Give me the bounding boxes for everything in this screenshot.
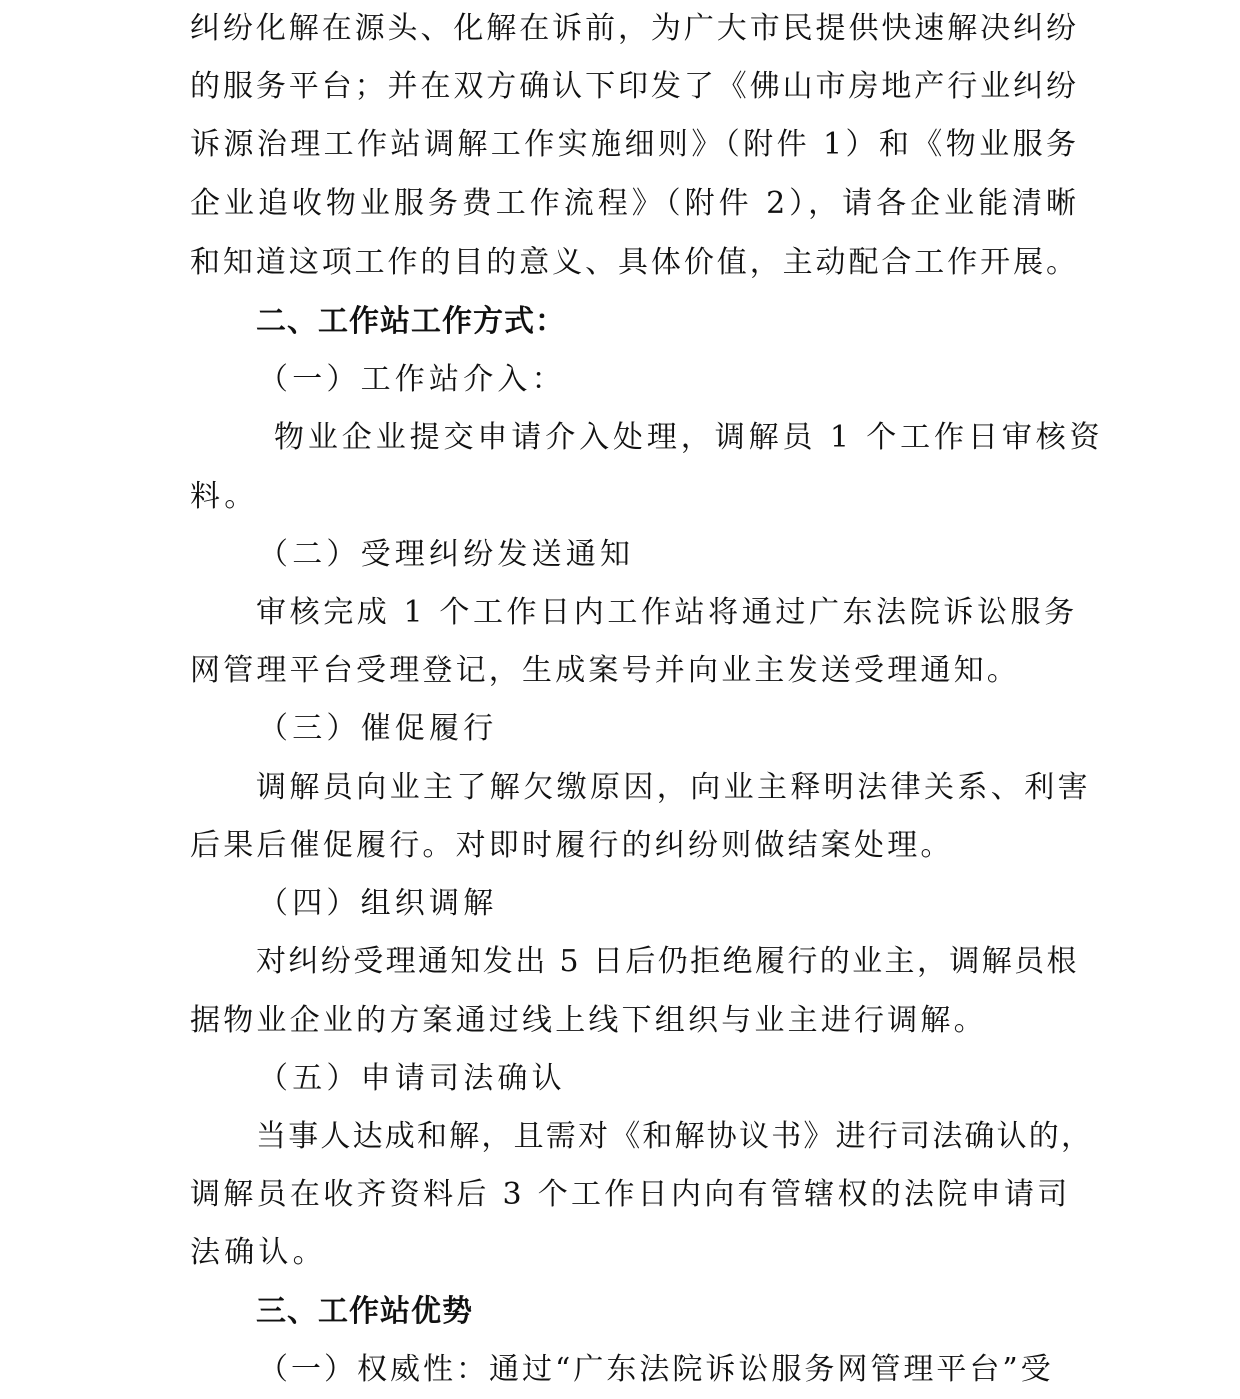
subsection-title-accept-notify: （二）受理纠纷发送通知 — [258, 537, 635, 572]
paragraph-line: 调解员向业主了解欠缴原因，向业主释明法律关系、利害 — [256, 770, 1091, 805]
paragraph-line: 后果后催促履行。对即时履行的纠纷则做结案处理。 — [190, 828, 954, 863]
subsection-title-authority: （一）权威性：通过“广东法院诉讼服务网管理平台”受 — [258, 1352, 1054, 1387]
subsection-title-intervention: （一）工作站介入： — [258, 362, 566, 397]
paragraph-line: 当事人达成和解，且需对《和解协议书》进行司法确认的， — [256, 1119, 1094, 1154]
paragraph-line: 法确认。 — [190, 1235, 327, 1270]
paragraph-line: 纠纷化解在源头、化解在诉前，为广大市民提供快速解决纠纷 — [190, 11, 1076, 46]
paragraph-line: 和知道这项工作的目的意义、具体价值，主动配合工作开展。 — [190, 245, 1076, 280]
paragraph-line: 网管理平台受理登记，生成案号并向业主发送受理通知。 — [190, 653, 1020, 688]
paragraph-line: 对纠纷受理通知发出 5 日后仍拒绝履行的业主，调解员根 — [256, 944, 1079, 979]
subsection-title-mediation: （四）组织调解 — [258, 886, 498, 921]
paragraph-line: 诉源治理工作站调解工作实施细则》（附件 1）和《物业服务 — [190, 127, 1076, 162]
paragraph-line: 企业追收物业服务费工作流程》（附件 2），请各企业能清晰 — [190, 186, 1076, 221]
paragraph-line: 调解员在收齐资料后 3 个工作日内向有管辖权的法院申请司 — [190, 1177, 1071, 1212]
section-heading-advantages: 三、工作站优势 — [256, 1294, 473, 1329]
paragraph-line: 的服务平台；并在双方确认下印发了《佛山市房地产行业纠纷 — [190, 69, 1076, 104]
paragraph-line: 审核完成 1 个工作日内工作站将通过广东法院诉讼服务 — [256, 595, 1078, 630]
paragraph-line: 料。 — [190, 479, 259, 514]
subsection-title-urge-performance: （三）催促履行 — [258, 711, 498, 746]
section-heading-work-method: 二、工作站工作方式： — [256, 304, 566, 339]
subsection-title-judicial-confirmation: （五）申请司法确认 — [258, 1061, 566, 1096]
paragraph-line: 据物业企业的方案通过线上线下组织与业主进行调解。 — [190, 1003, 987, 1038]
paragraph-line: 物业企业提交申请介入处理，调解员 1 个工作日审核资 — [274, 420, 1104, 455]
